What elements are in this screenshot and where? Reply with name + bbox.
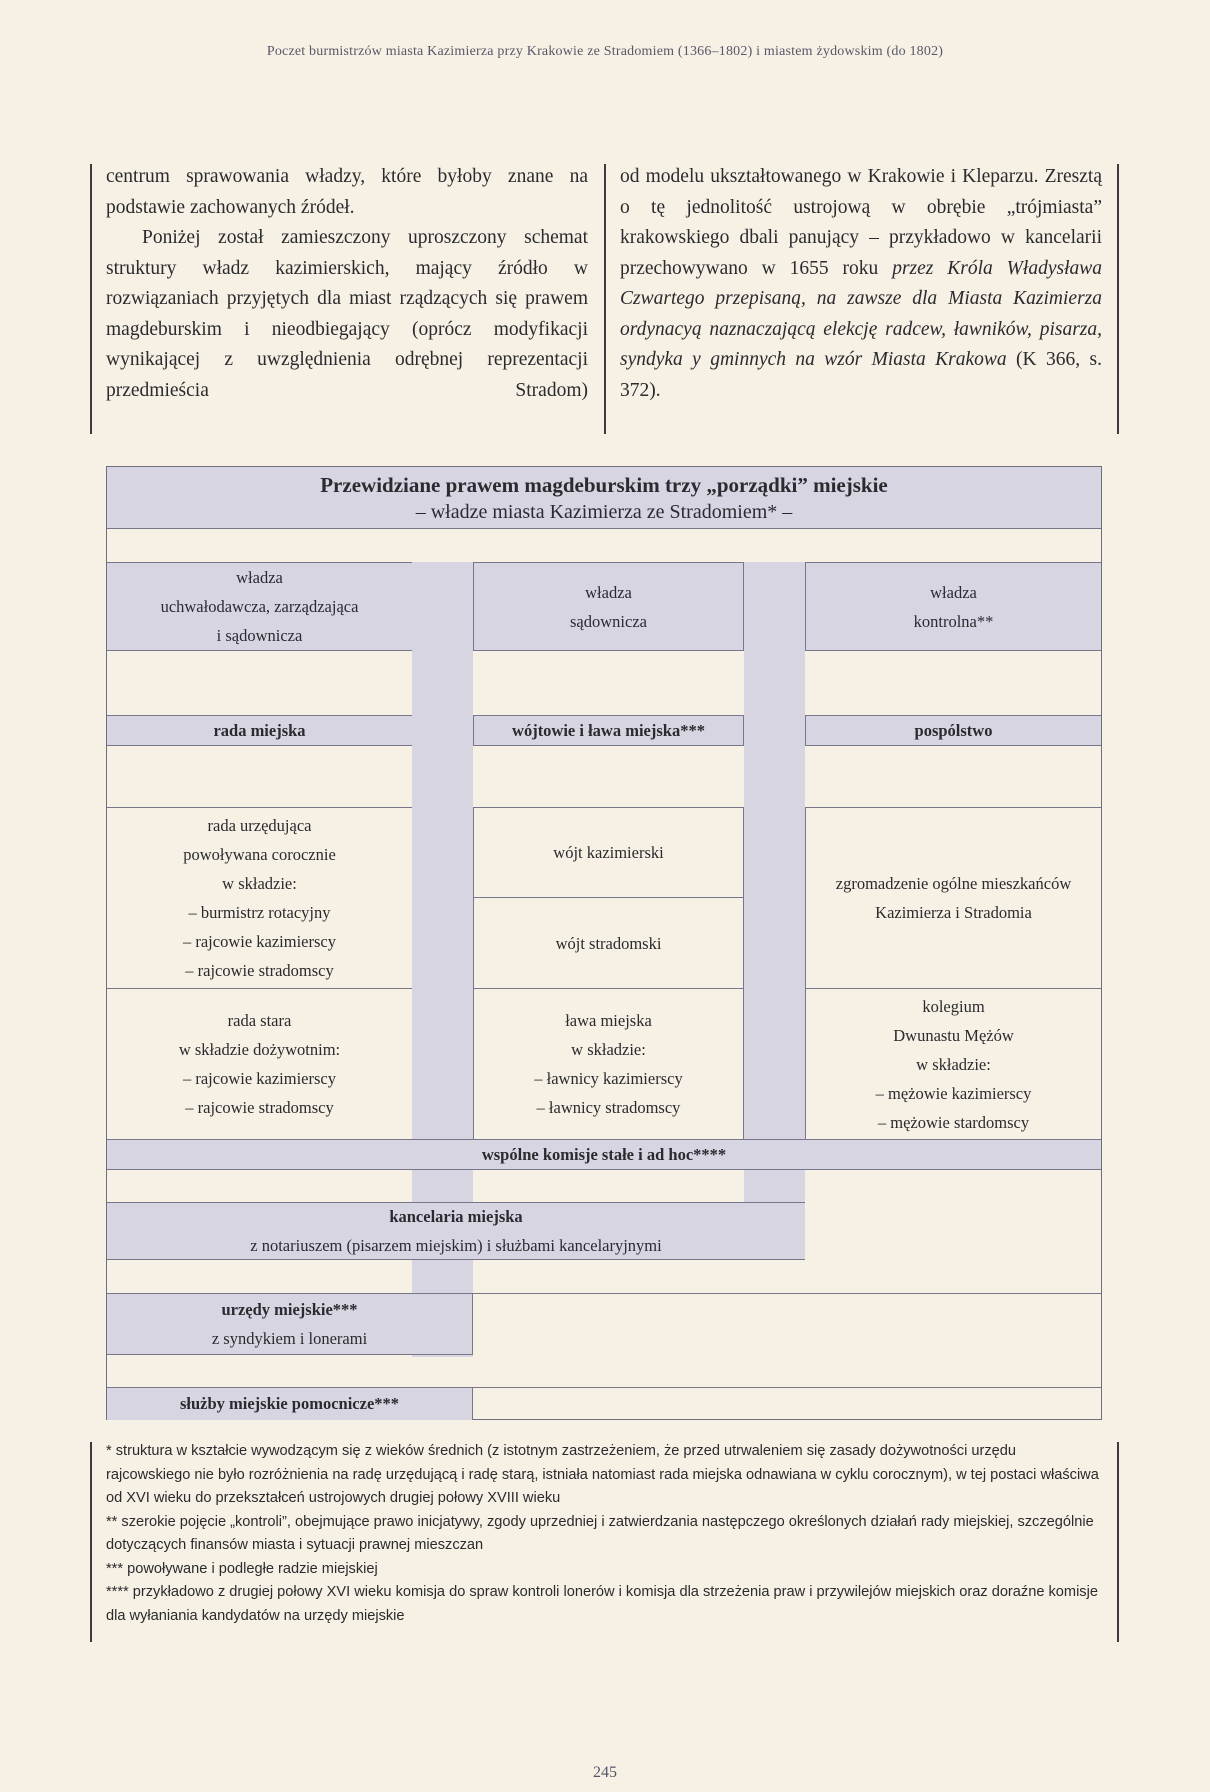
- column-rule-middle: [604, 164, 606, 434]
- kancelaria-box: [107, 1202, 805, 1260]
- rada-stara-line-1: rada stara: [227, 1011, 292, 1030]
- power-control-line-1: władza: [930, 582, 977, 602]
- diagram-subtitle: – władze miasta Kazimierza ze Stradomiem* –: [415, 500, 793, 523]
- power-legislative-line-1: władza: [236, 568, 283, 587]
- power-control: [805, 562, 1101, 651]
- zgromadzenie-box: [805, 807, 1101, 989]
- urzedy-miejskie-desc: z syndykiem i lonerami: [211, 1329, 368, 1348]
- rada-urzedujaca-line-6: – rajcowie stradomscy: [185, 961, 334, 980]
- header-pospolstwo: pospólstwo: [805, 715, 1101, 746]
- sluzby-pomocnicze-box: służby miejskie pomocnicze***: [107, 1387, 473, 1420]
- column-rule-left: [90, 164, 92, 434]
- kolegium-box: [805, 989, 1101, 1139]
- wojt-stradomski-box: [473, 898, 744, 989]
- zgromadzenie-line-2: Kazimierza i Stradomia: [875, 903, 1032, 922]
- power-judicial-line-1: władza: [585, 582, 632, 602]
- urzedy-miejskie-box: [107, 1293, 473, 1355]
- sluzby-divider: [473, 1387, 1101, 1388]
- wojt-kazimierski-box: [473, 807, 744, 898]
- zgromadzenie-line-1: zgromadzenie ogólne mieszkańców: [835, 874, 1072, 893]
- wspolne-komisje-band: wspólne komisje stałe i ad hoc****: [107, 1139, 1101, 1170]
- column-rule-right: [1117, 164, 1119, 434]
- diagram-title-band: [107, 467, 1101, 529]
- kolegium-line-3: w składzie:: [916, 1054, 991, 1074]
- diagram-title: Przewidziane prawem magdeburskim trzy „porządki” miejskie: [320, 472, 888, 497]
- header-rada-miejska: rada miejska: [107, 715, 412, 746]
- power-legislative: [107, 562, 412, 651]
- rada-stara-line-4: – rajcowie stradomscy: [185, 1098, 334, 1117]
- power-judicial: [473, 562, 744, 651]
- footnote-2: ** szerokie pojęcie „kontroli”, obejmujące prawo inicjatywy, zgody uprzedniej i zatwierdzania następczego określonych działań rady miejskiej, szczególnie dotyczących finansów miasta i sytuacji prawnej mieszczan: [106, 1513, 1094, 1553]
- kancelaria-desc: z notariuszem (pisarzem miejskim) i służbami kancelaryjnymi: [250, 1236, 662, 1255]
- kolegium-line-1: kolegium: [922, 996, 985, 1016]
- running-header: Poczet burmistrzów miasta Kazimierza przy Krakowie ze Stradomiem (1366–1802) i miastem żydowskim (do 1802): [266, 44, 944, 59]
- footnote-rule-right: [1117, 1442, 1119, 1642]
- lawa-miejska-line-4: – ławnicy stradomscy: [536, 1098, 681, 1117]
- left-paragraph-2: Poniżej został zamieszczony uproszczony schemat struktury władz kazimierskich, mający źródło w rozwiązaniach przyjętych dla miast rządzących się prawem magdeburskim i nieodbiegający (oprócz modyfikacji wynikającej z uwzględnienia odrębnej reprezentacji przedmieścia Stradom): [106, 227, 588, 401]
- rada-urzedujaca-line-5: – rajcowie kazimierscy: [182, 932, 336, 951]
- lawa-miejska-line-1: ława miejska: [565, 1011, 652, 1030]
- rada-urzedujaca-line-3: w składzie:: [222, 874, 297, 893]
- wojt-stradomski-text: wójt stradomski: [555, 933, 662, 953]
- power-control-line-2: kontrolna**: [913, 611, 994, 631]
- power-legislative-line-3: i sądownicza: [216, 626, 303, 645]
- lawa-miejska-line-3: – ławnicy kazimierscy: [534, 1069, 683, 1088]
- kancelaria-title: kancelaria miejska: [389, 1207, 523, 1226]
- right-text-quote: przez Króla Władysława Czwartego przepisaną, na zawsze dla Miasta Kazimierza ordynacyą naznaczającą elekcję radcew, ławników, pisarza, syndyka y gminnych na wzór Miasta Krakowa: [620, 257, 1103, 370]
- header-wojtowie-lawa: wójtowie i ława miejska***: [473, 715, 744, 746]
- power-legislative-line-2: uchwałodawcza, zarządzająca: [160, 597, 359, 616]
- right-text-citation: (K 366, s. 372).: [620, 349, 1102, 401]
- footnote-1: * struktura w kształcie wywodzącym się z wieków średnich (z istotnym zastrzeżeniem, że przed utrwaleniem się zasady dożywotności urzędu rajcowskiego nie było rozróżnienia na radę urzędującą i radę starą, istniała natomiast rada miejska odnawiana w cyklu corocznym), w tej postaci właściwa od XVI wieku do przekształceń ustrojowych drugiej połowy XVIII wieku: [106, 1443, 1099, 1506]
- rada-stara-line-2: w składzie dożywotnim:: [178, 1040, 341, 1059]
- connector-right: [744, 562, 805, 1222]
- footnote-4: **** przykładowo z drugiej połowy XVI wieku komisja do spraw kontroli lonerów i komisja dla strzeżenia praw i przywilejów miejskich oraz doraźne komisje dla wyłaniania kandydatów na urzędy miejskie: [106, 1584, 1098, 1624]
- kolegium-line-2: Dwunastu Mężów: [893, 1025, 1014, 1045]
- rada-urzedujaca-line-4: – burmistrz rotacyjny: [188, 903, 331, 922]
- lawa-miejska-line-2: w składzie:: [571, 1040, 646, 1059]
- left-paragraph-1: centrum sprawowania władzy, które byłoby znane na podstawie zachowanych źródeł.: [106, 166, 588, 218]
- footnote-rule-left: [90, 1442, 92, 1642]
- right-column: [620, 162, 1102, 406]
- page-number: 245: [593, 1764, 617, 1781]
- wojt-kazimierski-text: wójt kazimierski: [553, 843, 664, 862]
- kolegium-line-5: – mężowie stardomscy: [877, 1112, 1030, 1132]
- rada-stara-line-3: – rajcowie kazimierscy: [182, 1069, 336, 1088]
- rada-urzedujaca-line-1: rada urzędująca: [207, 816, 312, 835]
- left-column: [106, 162, 588, 406]
- rada-stara-box: [107, 989, 412, 1139]
- rada-urzedujaca-box: [107, 807, 412, 989]
- urzedy-miejskie-title: urzędy miejskie***: [221, 1300, 358, 1319]
- lawa-miejska-box: [473, 989, 744, 1139]
- rada-urzedujaca-line-2: powoływana corocznie: [183, 845, 336, 864]
- footnotes: [106, 1440, 1102, 1628]
- right-text-plain: od modelu ukształtowanego w Krakowie i Kleparzu. Zresztą o tę jednolitość ustrojową w obrębie „trójmiasta” krakowskiego dbali panujący – przykładowo w kancelarii przechowywano w 1655 roku: [620, 166, 1102, 279]
- power-judicial-line-2: sądownicza: [570, 611, 647, 631]
- footnote-3: *** powoływane i podległe radzie miejskiej: [106, 1560, 378, 1577]
- authority-structure-diagram: [106, 466, 1102, 1420]
- right-paragraph: [620, 162, 1102, 406]
- urzedy-divider: [473, 1293, 1101, 1294]
- kolegium-line-4: – mężowie kazimierscy: [875, 1083, 1032, 1103]
